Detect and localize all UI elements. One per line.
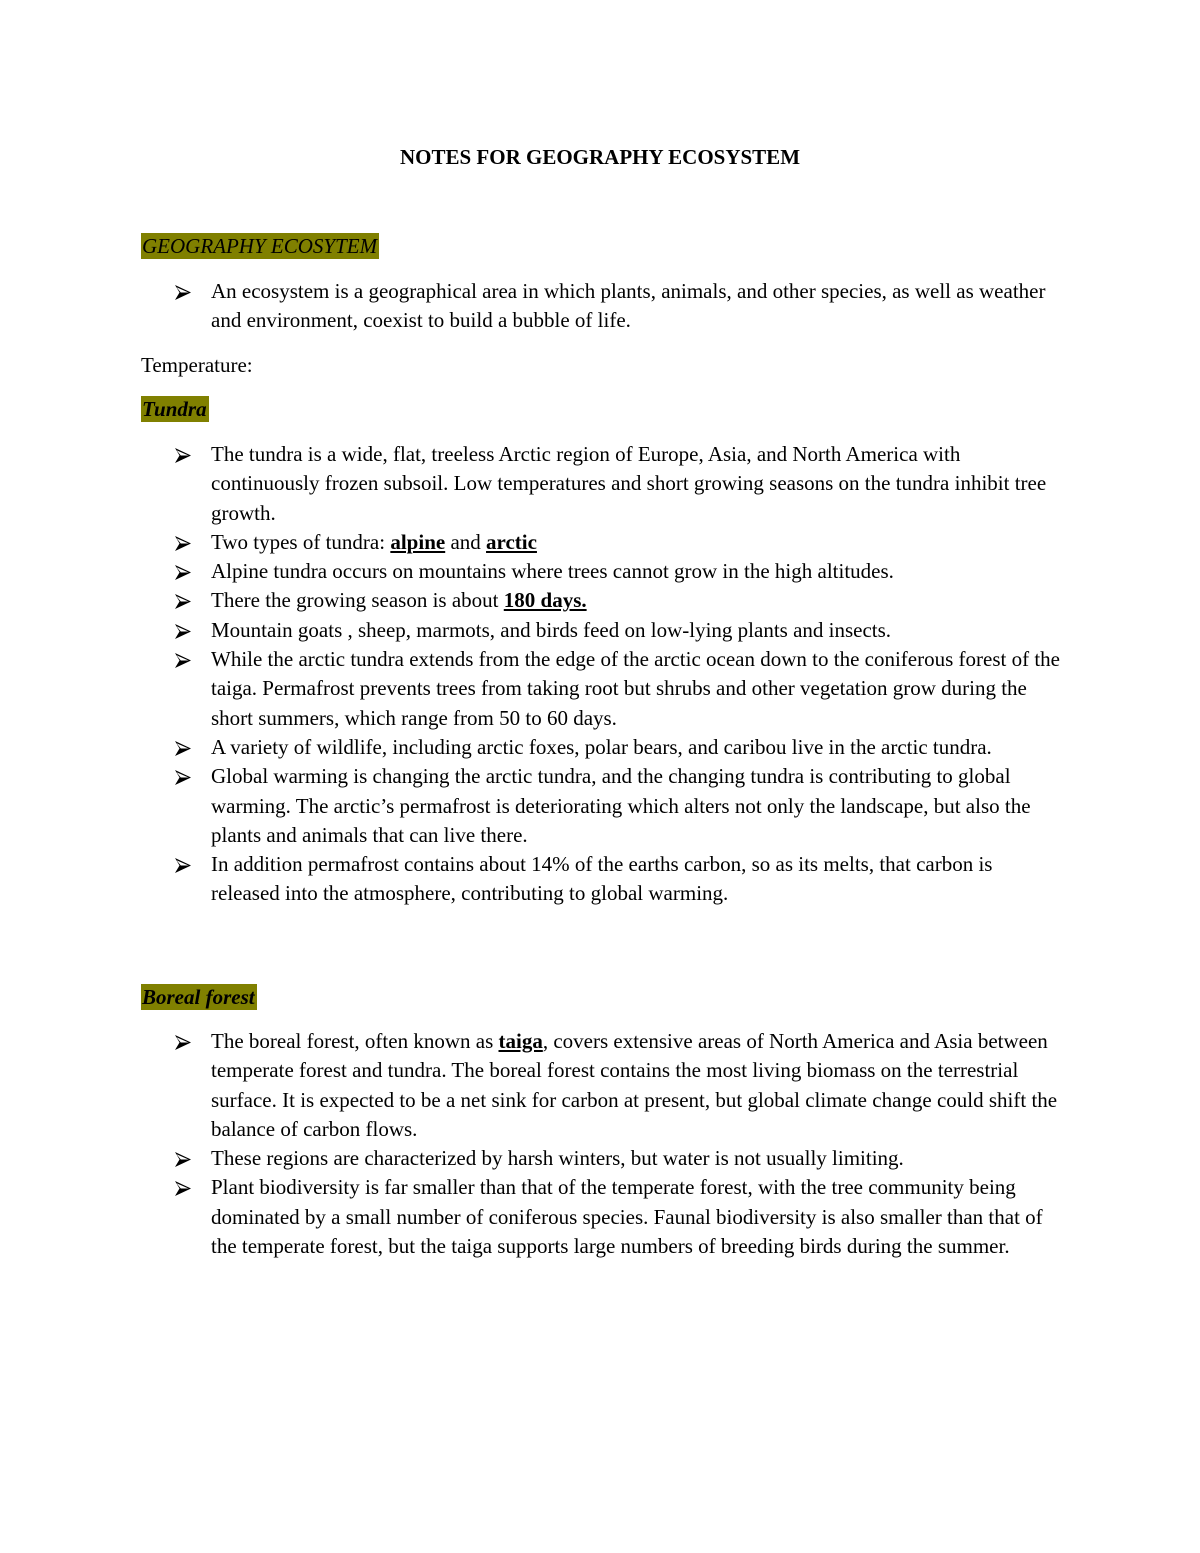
list-item: Global warming is changing the arctic tundra, and the changing tundra is contributing to global warming. The arctic’s permafrost is deteriorating which alters not only the landscape, but also the plants and animals that can live there. [0, 762, 1200, 850]
page-title: NOTES FOR GEOGRAPHY ECOSYSTEM [399, 145, 801, 169]
arrow-bullet-icon [174, 594, 192, 609]
list-item: There the growing season is about 180 days. [0, 586, 1200, 615]
tundra-bullet-list [0, 440, 1200, 909]
arrow-bullet-icon [174, 741, 192, 756]
term-alpine: alpine [390, 529, 446, 554]
list-item: An ecosystem is a geographical area in which plants, animals, and other species, as well as weather and environment, coexist to build a bubble of life. [0, 277, 1200, 336]
arrow-bullet-icon [174, 770, 192, 785]
list-item: Alpine tundra occurs on mountains where trees cannot grow in the high altitudes. [0, 557, 1200, 586]
list-item: A variety of wildlife, including arctic foxes, polar bears, and caribou live in the arctic tundra. [0, 733, 1200, 762]
list-item: The boreal forest, often known as taiga, covers extensive areas of North America and Asia between temperate forest and tundra. The boreal forest contains the most living biomass on the terrestrial surface. It is expected to be a net sink for carbon at present, but global climate change could shift the balance of carbon flows. [0, 1027, 1200, 1144]
arrow-bullet-icon [174, 536, 192, 551]
arrow-bullet-icon [174, 285, 192, 300]
list-item: Two types of tundra: alpine and arctic [0, 528, 1200, 557]
heading-geography-ecosystem: GEOGRAPHY ECOSYTEM [142, 234, 378, 258]
list-item: Plant biodiversity is far smaller than that of the temperate forest, with the tree community being dominated by a small number of coniferous species. Faunal biodiversity is also smaller than that of the temperate forest, but the taiga supports large numbers of breeding birds during the summer. [0, 1173, 1200, 1261]
arrow-bullet-icon [174, 1152, 192, 1167]
list-item: While the arctic tundra extends from the edge of the arctic ocean down to the coniferous forest of the taiga. Permafrost prevents trees from taking root but shrubs and other vegetation grow during the short summers, which range from 50 to 60 days. [0, 645, 1200, 733]
arrow-bullet-icon [174, 1181, 192, 1196]
heading-boreal-forest: Boreal forest [142, 985, 255, 1009]
arrow-bullet-icon [174, 448, 192, 463]
list-item: These regions are characterized by harsh winters, but water is not usually limiting. [0, 1144, 1200, 1173]
intro-bullet-list [0, 277, 1200, 336]
arrow-bullet-icon [174, 1035, 192, 1050]
arrow-bullet-icon [174, 858, 192, 873]
arrow-bullet-icon [174, 624, 192, 639]
heading-tundra: Tundra [142, 397, 207, 421]
term-180-days: 180 days. [503, 588, 587, 613]
term-arctic: arctic [486, 529, 537, 554]
list-item: Mountain goats , sheep, marmots, and birds feed on low-lying plants and insects. [0, 616, 1200, 645]
term-taiga: taiga [498, 1029, 543, 1053]
temperature-label: Temperature: [141, 353, 253, 377]
boreal-bullet-list [0, 1027, 1200, 1261]
list-item: In addition permafrost contains about 14% of the earths carbon, so as its melts, that carbon is released into the atmosphere, contributing to global warming. [0, 850, 1200, 909]
list-item: The tundra is a wide, flat, treeless Arctic region of Europe, Asia, and North America with continuously frozen subsoil. Low temperatures and short growing seasons on the tundra inhibit tree growth. [0, 440, 1200, 528]
arrow-bullet-icon [174, 565, 192, 580]
arrow-bullet-icon [174, 653, 192, 668]
